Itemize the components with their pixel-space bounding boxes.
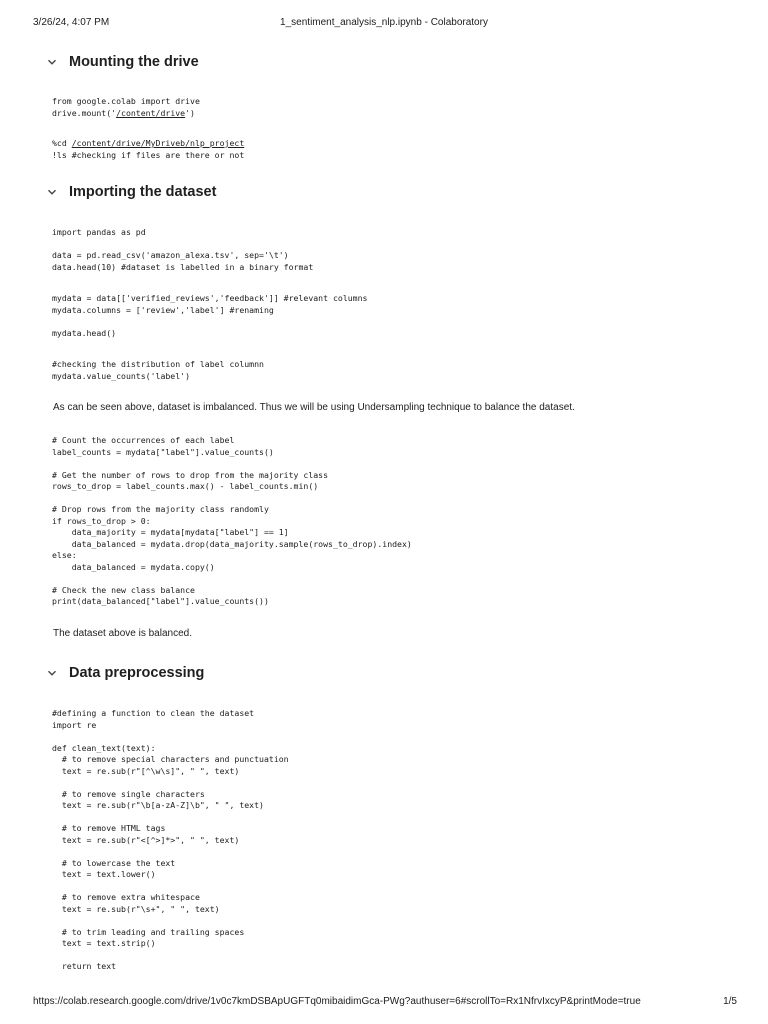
code-line-pre: %cd: [52, 138, 72, 148]
code-line: from google.colab import drive: [52, 96, 200, 106]
section-title: Data preprocessing: [69, 665, 205, 681]
code-line: !ls #checking if files are there or not: [52, 149, 245, 160]
print-title: 1_sentiment_analysis_nlp.ipynb - Colaboratory: [280, 17, 488, 28]
print-footer: [0, 996, 768, 1010]
chevron-down-icon[interactable]: [46, 186, 58, 198]
print-url[interactable]: https://colab.research.google.com/drive/1v0c7kmDSBApUGFTq0mibaidimGca-PWg?authuser=6#scrollTo=Rx1NfrvIxcyP&printMode=true: [33, 996, 641, 1007]
text-imbalanced: As can be seen above, dataset is imbalanced. Thus we will be using Undersampling technique to balance the dataset.: [53, 402, 575, 413]
section-title: Importing the dataset: [69, 184, 217, 200]
code-line-pre: drive.mount(': [52, 107, 117, 118]
code-line-post: '): [185, 107, 195, 118]
code-cell-balance[interactable]: # Count the occurrences of each label label_counts = mydata["label"].value_counts() # Get the number of rows to drop from the majority class rows_to_drop = label_counts.max() - label_counts.min() # Drop rows from the majority class randomly if rows_to_drop > 0: data_majority = mydata[mydata["label"] == 1] data_balanced = mydata.drop(data_majority.sample(rows_to_drop).index) else: data_balanced = mydata.copy() # Check the new class balance print(data_balanced["label"].value_counts()): [52, 435, 412, 606]
section-importing: [46, 182, 216, 202]
chevron-down-icon[interactable]: [46, 56, 58, 68]
code-cell-mydata[interactable]: mydata = data[['verified_reviews','feedback']] #relevant columns mydata.columns = ['review','label'] #renaming mydata.head(): [52, 293, 368, 338]
code-cell-distribution[interactable]: #checking the distribution of label columnn mydata.value_counts('label'): [52, 359, 264, 381]
print-header: [0, 17, 768, 31]
path-link[interactable]: /content/drive/MyDriveb/nlp_project: [71, 138, 245, 148]
code-cell-cd[interactable]: [52, 138, 244, 161]
print-date: 3/26/24, 4:07 PM: [33, 17, 110, 28]
section-mounting: [46, 52, 199, 72]
section-title: Mounting the drive: [69, 54, 199, 70]
chevron-down-icon[interactable]: [46, 667, 58, 679]
text-balanced: The dataset above is balanced.: [53, 628, 192, 639]
path-link[interactable]: /content/drive: [116, 107, 186, 118]
code-cell-import[interactable]: import pandas as pd data = pd.read_csv('amazon_alexa.tsv', sep='\t') data.head(10) #dataset is labelled in a binary format: [52, 227, 314, 272]
page-number: 1/5: [723, 996, 737, 1007]
code-cell-clean-text[interactable]: #defining a function to clean the dataset import re def clean_text(text): # to remove special characters and punctuation text = re.sub(r"[^\w\s]", " ", text) # to remove single characters text = re.sub(r"\b[a-zA-Z]\b", " ", text) # to remove HTML tags text = re.sub(r"<[^>]*>", " ", text) # to lowercase the text text = text.lower() # to remove extra whitespace text = re.sub(r"\s+", " ", text) # to trim leading and trailing spaces text = text.strip() return text: [52, 708, 289, 971]
code-cell-mount[interactable]: [52, 96, 200, 119]
section-preprocessing: [46, 663, 204, 683]
